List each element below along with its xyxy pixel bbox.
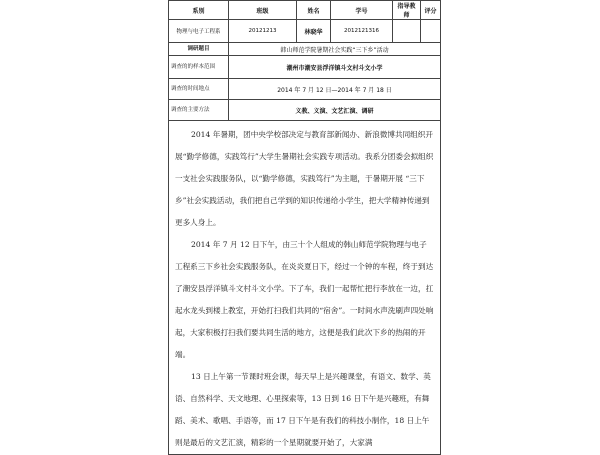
header-row — [169, 1, 441, 20]
method-value: 义教、义演、文艺汇演、调研 — [229, 100, 441, 121]
method-label: 调查的主要方法 — [169, 100, 229, 121]
area-row — [169, 56, 441, 79]
time-value: 2014 年 7 月 12 日—2014 年 7 月 18 日 — [229, 79, 441, 100]
report-body — [169, 121, 441, 455]
body-row — [169, 121, 441, 455]
header-name: 姓名 — [297, 1, 331, 20]
header-id: 学号 — [331, 1, 393, 20]
student-row — [169, 20, 441, 43]
header-score: 评分 — [421, 1, 441, 20]
info-table — [168, 0, 441, 455]
paragraph-1: 2014 年暑期，团中央学校部决定与教育部新闻办、新浪微博共同组织开展“勤学修德，实践笃行”大学生暑期社会实践专项活动。我系分团委会拟组织一支社会实践服务队，以“勤学修德，实践笃行”为主题，于暑期开展 “三下乡”社会实践活动，我们把自己学到的知识传递给小学生，把大学精神传递到更多人身上。 — [175, 130, 434, 227]
area-value: 潮州市潮安县浮洋镇斗文村斗文小学 — [229, 56, 441, 79]
student-score — [421, 20, 441, 43]
survey-document — [168, 0, 440, 447]
topic-row — [169, 43, 441, 56]
header-class: 班级 — [229, 1, 297, 20]
area-label: 调查的的样本范围 — [169, 56, 229, 79]
paragraph-2: 2014 年 7 月 12 日下午，由三十个人组成的韩山师范学院物理与电子工程系三下乡社会实践服务队，在炎炎夏日下，经过一个钟的车程，终于到达了潮安县浮洋镇斗文村斗文小学。下了车，我们一起帮忙把行李放在一边，扛起水龙头到楼上教室，开始打扫我们共同的“宿舍”。一时间水声洗刷声四处响起，大家积极打扫我们要共同生活的地方，这便是我们此次下乡的热闹的开端。 — [175, 240, 434, 359]
student-id: 2012121316 — [331, 20, 393, 43]
time-label: 调查的时间地点 — [169, 79, 229, 100]
student-class: 20121213 — [229, 20, 297, 43]
method-row — [169, 100, 441, 121]
topic-label: 调研题目 — [169, 43, 229, 56]
header-dept: 系别 — [169, 1, 229, 20]
header-advisor: 指导教师 — [393, 1, 421, 20]
student-dept: 物理与电子工程系 — [169, 20, 229, 43]
student-name: 林晓华 — [297, 20, 331, 43]
student-advisor — [393, 20, 421, 43]
time-row — [169, 79, 441, 100]
paragraph-3: 13 日上午第一节课时班会课，每天早上是兴趣课堂，有语文、数学、英语、自然科学、天文地理、心里探索等，13 日到 16 日下午是兴趣班，有舞蹈、美术、歌唱、手语等，而 17 日下午是有我们的科技小制作，18 日上午则是最后的文艺汇演，精彩的一个星期就要开始了，大家满 — [175, 372, 431, 447]
topic-value: 韩山师范学院暑期社会实践“三下乡”活动 — [229, 43, 441, 56]
